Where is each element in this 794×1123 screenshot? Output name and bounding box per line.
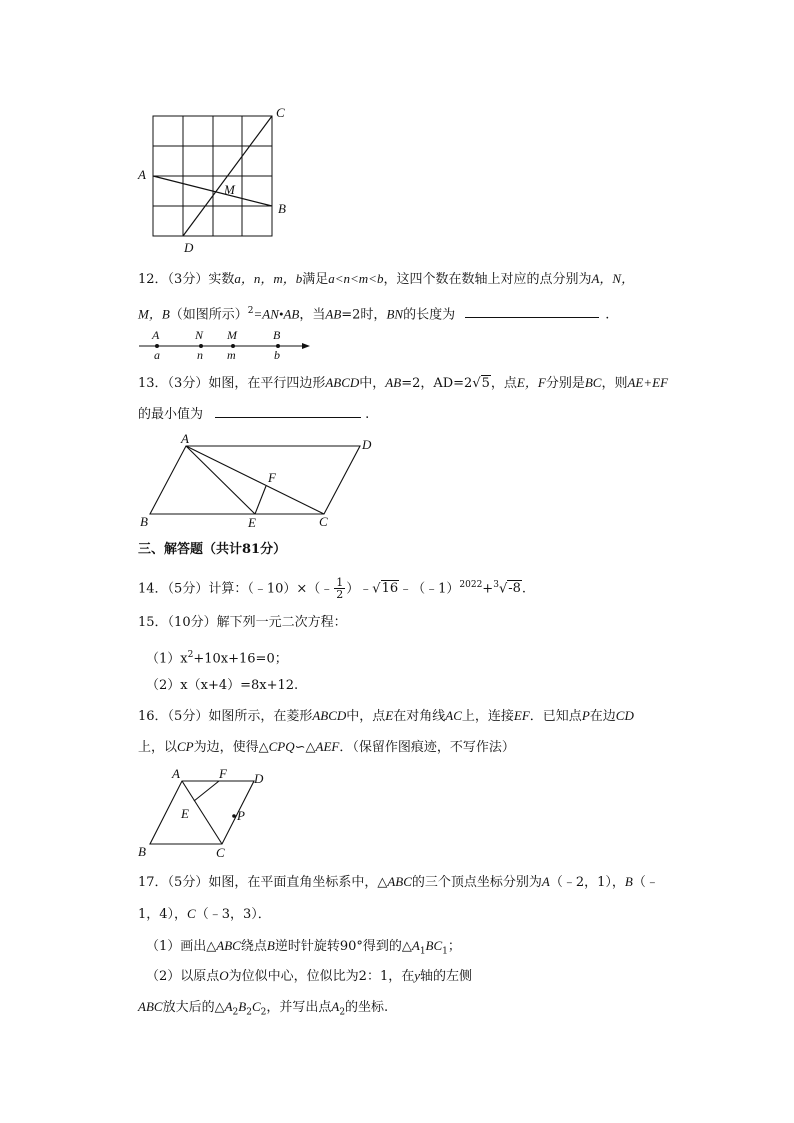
grid-figure <box>130 104 300 256</box>
q13-line2: 的最小值为 . <box>138 407 370 422</box>
q15-part1: $(1)x^2+10x+16=0$； <box>146 650 288 667</box>
label-f: F <box>268 470 276 485</box>
label-m: M <box>224 182 235 197</box>
label-b: B <box>140 514 148 529</box>
q16-line1: 16．（5分）如图所示，在菱形ABCD中，点E在对角线AC上，连接EF．已知点P在边CD <box>138 708 634 724</box>
q12-line2: M，B（如图所示）$^2$=AN•AB，当AB=2时，BN的长度为 . <box>138 306 610 323</box>
label-top-b: B <box>273 328 281 342</box>
label-c: C <box>216 845 225 860</box>
label-b: B <box>138 844 146 859</box>
label-top-n: N <box>195 328 204 342</box>
label-d: D <box>184 240 194 255</box>
q12-line1: 12．（3分）实数a，n，m，b满足a<n<m<b，这四个数在数轴上对应的点分别为A，N， <box>138 271 635 287</box>
segment-ac <box>186 446 324 514</box>
segment-ef <box>255 486 266 514</box>
label-d: D <box>254 771 264 786</box>
label-top-m: M <box>227 328 237 342</box>
arrow-icon <box>302 343 310 349</box>
rhombus-figure <box>134 764 274 860</box>
parallelogram-figure <box>134 430 380 530</box>
label-d: D <box>362 437 372 452</box>
label-b: B <box>278 201 286 216</box>
q15-heading: 15．（10分）解下列一元二次方程： <box>138 615 347 630</box>
label-p: P <box>237 808 245 823</box>
label-bottom-b: b <box>274 348 280 362</box>
label-f: F <box>219 766 227 781</box>
q13-line1: 13．（3分）如图，在平行四边形ABCD中，AB=2，AD=2√5，点E，F分别是BC，则AE+EF <box>138 375 669 391</box>
label-e: E <box>181 806 189 821</box>
label-top-a: A <box>152 328 160 342</box>
segment-ef <box>194 781 219 801</box>
label-c: C <box>276 105 285 120</box>
label-a: A <box>172 766 180 781</box>
segment-ae <box>186 446 255 514</box>
q15-part2: （2）x（x+4）=8x+12. <box>146 678 299 693</box>
label-bottom-m: m <box>227 348 236 362</box>
answer-blank[interactable] <box>465 305 599 318</box>
label-bottom-a: a <box>154 348 160 362</box>
section-heading: 三、解答题（共计81分） <box>138 542 287 557</box>
q17-line1: 17．（5分）如图，在平面直角坐标系中，△ABC的三个顶点坐标分别为A（﹣2，1），B（﹣ <box>138 874 659 890</box>
label-bottom-n: n <box>197 348 203 362</box>
q17-line2: 1，4），C（﹣3，3）． <box>138 906 271 922</box>
point-p <box>232 814 236 818</box>
q16-line2: 上，以CP为边，使得△CPQ∽△AEF．（保留作图痕迹，不写作法） <box>138 739 515 755</box>
q17-part1: （1）画出△ABC绕点B逆时针旋转90°得到的$\triangle A_1BC_1$； <box>146 938 461 957</box>
label-e: E <box>248 515 256 530</box>
q17-line3: ABC放大后的$\triangle A_2B_2C_2$，并写出点$A_2$的坐标. <box>138 999 389 1018</box>
q17-part2: （2）以原点O为位似中心，位似比为2：1，在y轴的左侧 <box>146 968 473 984</box>
answer-blank[interactable] <box>215 405 361 418</box>
fraction: $\frac{1}{2}$ <box>336 576 344 602</box>
q14-line: 14．（5分）计算：（﹣10）×（﹣ $\frac{1}{2}$ ）﹣√16﹣（﹣1）$^{2022}$+$^3$√-8. <box>138 576 527 602</box>
label-a: A <box>181 431 189 446</box>
label-c: C <box>319 514 328 529</box>
label-a: A <box>138 167 146 182</box>
number-line-figure <box>134 326 318 362</box>
